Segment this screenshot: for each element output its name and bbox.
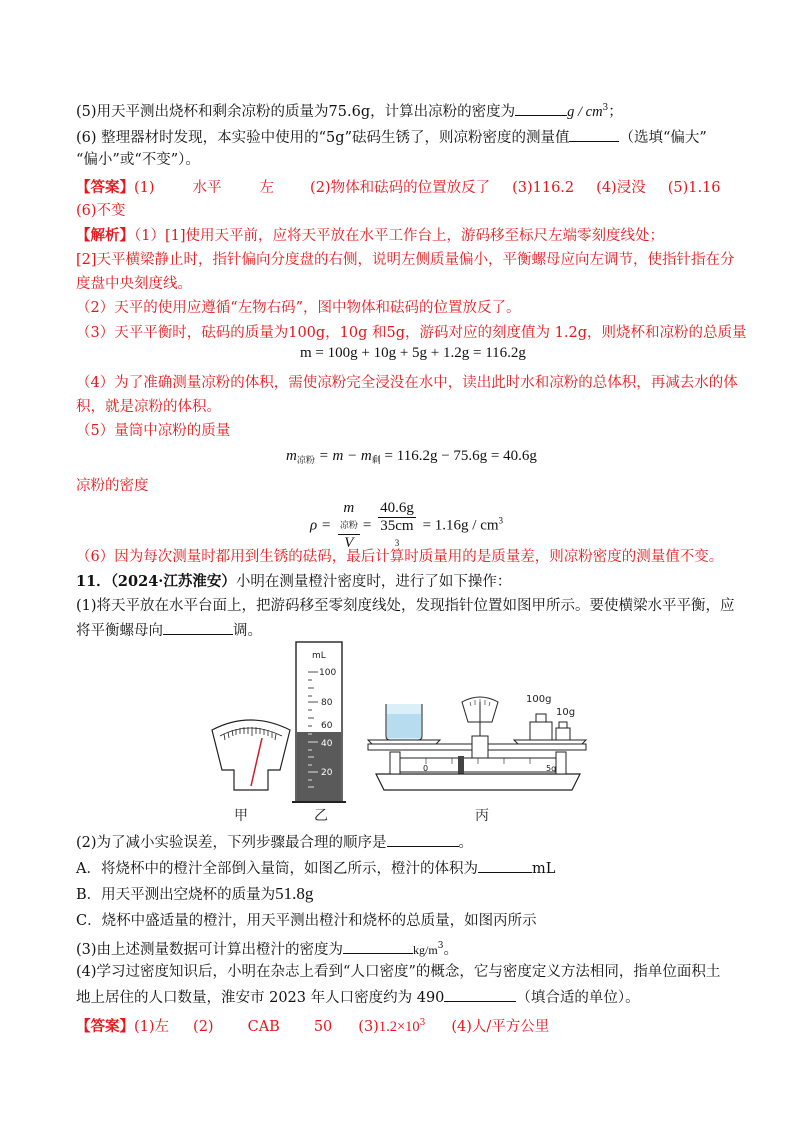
weight-10g-label: 10g [556, 707, 576, 718]
answer-blank[interactable] [163, 620, 233, 635]
fraction-symbolic: m 凉粉 V [339, 500, 358, 551]
analysis-line-1: 【解析】（1）[1]使用天平前，应将天平放在水平工作台上，游码移至标尺左端零刻度线处； [76, 227, 665, 244]
experiment-figures [200, 640, 620, 810]
option-c: C．烧杯中盛适量的橙汁，用天平测出橙汁和烧杯的总质量，如图丙所示 [76, 913, 537, 929]
formula-jelly-mass: $m_{凉粉} = m - m_剩 = 116.2g - 75.6g = 40.6g$ [286, 448, 537, 465]
question-11-part3: (3)由上述测量数据可计算出橙汁的密度为 $kg/m^3$。 [76, 941, 458, 958]
question-11-part1-line1: (1)将天平放在水平台面上，把游码移至零刻度线处，发现指针位置如图甲所示。要使横梁水平平衡，应 [76, 598, 735, 614]
rider-icon [458, 756, 464, 774]
option-b: B．用天平测出空烧杯的质量为51.8g [76, 884, 314, 903]
juice-liquid [297, 732, 341, 801]
question-11-part4-line2: 地上居住的人口数量，淮安市 2023 年人口密度约为 490 （填合适的单位）。 [76, 987, 640, 1008]
question-11-part4-line1: (4)学习过密度知识后，小明在杂志上看到“人口密度”的概念，它与密度定义方法相同，指单位面积土 [76, 964, 721, 980]
analysis-line-10: （6）因为每次测量时都用到生锈的砝码，最后计算时质量用的是质量差，则凉粉密度的测量值不变。 [76, 549, 724, 565]
answer-block-1: 【答案】(1) 水平 左 (2)物体和砝码的位置放反了 (3)116.2 (4)浸没 (5)1.16 [76, 179, 721, 196]
answer-blank[interactable] [444, 987, 516, 1002]
analysis-line-9: 凉粉的密度 [76, 478, 149, 494]
question-6-line2: “偏小”或“不变”）。 [76, 152, 200, 168]
analysis-line-5: （3）天平平衡时，砝码的质量为100g，10g 和5g，游码对应的刻度值为 1.2g，则烧杯和凉粉的总质量 [76, 325, 747, 341]
figure-label-yi: 乙 [314, 808, 328, 824]
analysis-line-4: （2）天平的使用应遵循“左物右码”，图中物体和砝码的位置放反了。 [76, 300, 521, 316]
answer-blank[interactable] [343, 939, 413, 954]
option-a: A．将烧杯中的橙汁全部倒入量筒，如图乙所示，橙汁的体积为 mL [76, 858, 555, 879]
answer-block-2: 【答案】(1)左 (2) CAB 50 $(3)1.2\times 10^3$ (4)人/平方公里 [76, 1018, 550, 1035]
analysis-line-2: [2]天平横梁静止时，指针偏向分度盘的右侧，说明左侧质量偏小，平衡螺母应向左调节，使指针指在分 [76, 252, 735, 268]
cylinder-unit-label: mL [312, 651, 326, 661]
cylinder-tick-20: 20 [321, 768, 333, 778]
figure-label-jia: 甲 [234, 808, 248, 824]
weight-100g-icon [530, 722, 552, 740]
formula-total-mass: m = 100g + 10g + 5g + 1.2g = 116.2g [300, 345, 526, 361]
cylinder-tick-60: 60 [321, 721, 333, 731]
analysis-line-6: （4）为了准确测量凉粉的体积，需使凉粉完全浸没在水中，读出此时水和凉粉的总体积，再减去水的体 [76, 375, 738, 391]
question-11-part2: (2)为了减小实验误差，下列步骤最合理的顺序是 。 [76, 832, 473, 853]
measuring-cylinder [292, 642, 346, 802]
answer-blank[interactable] [569, 127, 619, 142]
question-11-part1-line2: 将平衡螺母向 调。 [76, 620, 262, 641]
analysis-line-3: 度盘中央刻度线。 [76, 276, 192, 292]
scale-zero-label: 0 [423, 764, 429, 773]
question-11-header: 11．（2024·江苏淮安）小明在测量橙汁密度时，进行了如下操作： [76, 573, 512, 590]
answer-blank[interactable] [478, 858, 532, 873]
beaker-juice [387, 714, 421, 738]
analysis-line-8: （5）量筒中凉粉的质量 [76, 423, 231, 439]
scale-end-label: 5g [546, 764, 557, 773]
cylinder-tick-80: 80 [321, 698, 333, 708]
balance-scale [368, 694, 586, 790]
figure-label-bing: 丙 [475, 808, 489, 824]
question-5: (5)用天平测出烧杯和剩余凉粉的质量为75.6g，计算出凉粉的密度为 g / $cm^3$； [76, 103, 623, 120]
question-6-line1: (6) 整理器材时发现，本实验中使用的“5g”砝码生锈了，则凉粉密度的测量值 （选填“偏大” [76, 127, 707, 148]
formula-density: ρ = m 凉粉 V = 40.6g 35cm 3 = $1.16g / cm^3$ [310, 500, 504, 551]
answer-block-1-line2: (6)不变 [76, 203, 126, 219]
answer-blank[interactable] [387, 832, 459, 847]
fraction-numeric: 40.6g 35cm 3 [380, 500, 414, 548]
answer-blank[interactable] [515, 101, 567, 116]
analysis-line-7: 积，就是凉粉的体积。 [76, 399, 221, 415]
weight-100g-label: 100g [526, 694, 552, 705]
cylinder-tick-100: 100 [319, 668, 337, 678]
pointer-dial [212, 720, 290, 790]
weight-10g-icon [556, 728, 570, 740]
cylinder-tick-40: 40 [321, 739, 333, 749]
